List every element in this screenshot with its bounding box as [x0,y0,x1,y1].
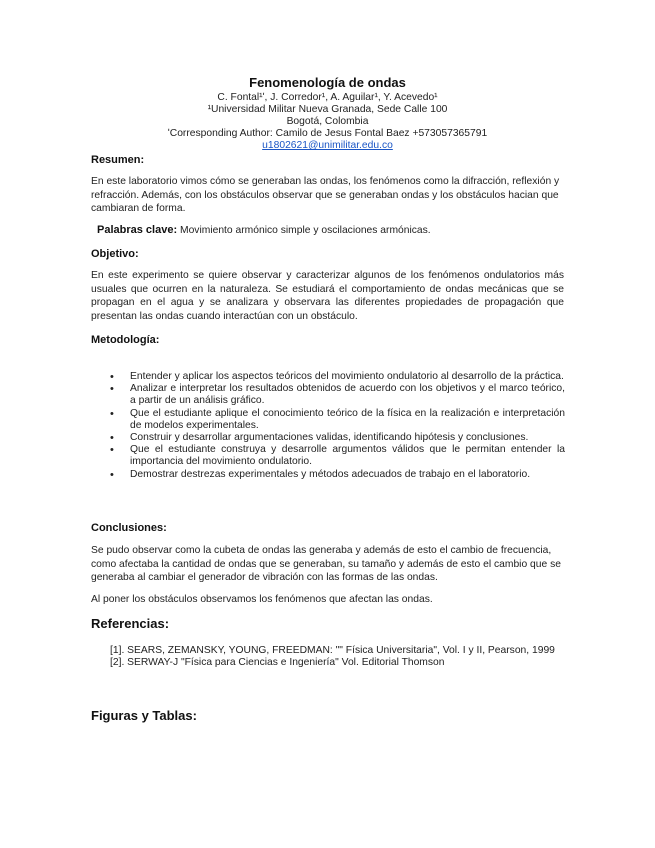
corresponding-author: ʹCorresponding Author: Camilo de Jesus Fontal Baez +573057365791 [167,128,488,139]
reference-item: [2]. SERWAY-J "Física para Ciencias e Ingeniería" Vol. Editorial Thomson [110,657,445,668]
email-line [0,140,655,152]
list-item: • Entender y aplicar los aspectos teóricos del movimiento ondulatorio al desarrollo de la práctica. [110,371,565,383]
objetivo-text: En este experimento se quiere observar y caracterizar algunos de los fenómenos ondulatorios más usuales que ocurren en la naturaleza. Se estudiará el comportamiento de ondas mecánicas que se propagan en el agua y se analizara y observara las diferentes propiedades de propagación que presentan las ondas cuando interactúan con un obstáculo. [91,270,564,322]
keywords-text: Movimiento armónico simple y oscilaciones armónicas. [180,225,431,236]
conclusiones-heading: Conclusiones: [91,522,167,534]
list-item: • Que el estudiante construya y desarrolle argumentos válidos que le permitan entender la importancia del movimiento ondulatorio. [110,444,565,468]
list-item: • Que el estudiante aplique el conocimiento teórico de la física en la realización e interpretación de modelos experimentales. [110,408,565,432]
list-item: • Demostrar destrezas experimentales y métodos adecuados de trabajo en el laboratorio. [110,469,565,481]
metodologia-heading: Metodología: [91,334,160,346]
referencias-heading: Referencias: [91,616,170,631]
list-item: • Construir y desarrollar argumentaciones validas, identificando hipótesis y conclusiones. [110,432,565,444]
reference-list [110,645,560,669]
author-list: C. Fontal¹ʹ, J. Corredor¹, A. Aguilar¹, Y. Acevedo¹ [217,92,438,103]
reference-item: [1]. SEARS, ZEMANSKY, YOUNG, FREEDMAN: "" Física Universitaria", Vol. I y II, Pearson, 1999 [110,645,555,656]
paper-title: Fenomenología de ondas [249,75,406,90]
figuras-heading: Figuras y Tablas: [91,708,197,723]
objetivo-heading: Objetivo: [91,248,139,260]
resumen-heading: Resumen: [91,154,145,166]
keywords-label: Palabras clave: [97,224,178,236]
location: Bogotá, Colombia [286,116,369,127]
conclusiones-text-2: Al poner los obstáculos observamos los fenómenos que afectan las ondas. [91,594,433,605]
conclusiones-text-1: Se pudo observar como la cubeta de ondas las generaba y además de esto el cambio de frecuencia, como afectaba la cantidad de ondas que se generaban, su tamaño y además de esto el cambio que se generaba al cambiar el generador de vibración con las formas de las ondas. [91,545,561,583]
resumen-text: En este laboratorio vimos cómo se generaban las ondas, los fenómenos como la difracción, reflexión y refracción. Además, con los obstáculos observar que se generaban ondas y los obstáculos hacian que cambiaran de forma. [91,176,560,214]
list-item: • Analizar e interpretar los resultados obtenidos de acuerdo con los objetivos y el marco teórico, a partir de un análisis gráfico. [110,383,565,407]
metodologia-list [110,371,565,481]
keywords-line [97,224,567,236]
affiliation: ¹Universidad Militar Nueva Granada, Sede Calle 100 [207,104,448,115]
email-link[interactable]: u1802621@unimilitar.edu.co [262,140,393,151]
